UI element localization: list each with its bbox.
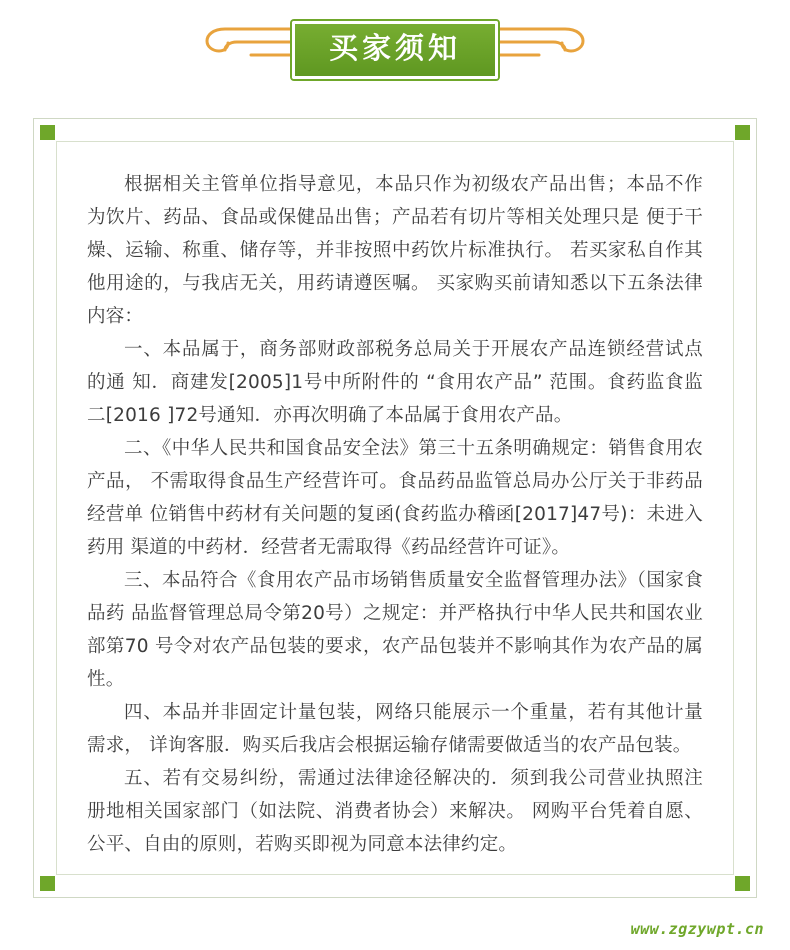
notice-frame	[33, 118, 757, 898]
notice-paragraph: 四、本品并非固定计量包装，网络只能展示一个重量，若有其他计量需求， 详询客服．购买后我店会根据运输存储需要做适当的农产品包装。	[87, 702, 703, 756]
notice-paragraph: 根据相关主管单位指导意见，本品只作为初级农产品出售；本品不作为饮片、药品、食品或保健品出售；产品若有切片等相关处理只是 便于干燥、运输、称重、储存等，并非按照中药饮片标准执行。 若买家私自作其他用途的，与我店无关，用药请遵医嘱。 买家购买前请知悉以下五条法律内容：	[87, 174, 703, 327]
notice-paragraph: 二、《中华人民共和国食品安全法》第三十五条明确规定：销售食用农产品， 不需取得食品生产经营许可。食品药品监管总局办公厅关于非药品经营单 位销售中药材有关问题的复函(食药监办稽函[2017]47号)：未进入药用 渠道的中药材．经营者无需取得《药品经营许可证》。	[87, 438, 703, 558]
corner-square-top-right	[735, 125, 750, 140]
notice-body	[56, 141, 734, 875]
page-title: 买家须知	[328, 31, 461, 66]
cloud-scroll-right-icon	[487, 22, 605, 64]
page-header	[0, 0, 790, 100]
corner-square-top-left	[40, 125, 55, 140]
corner-square-bottom-left	[40, 876, 55, 891]
page-title-plate	[292, 21, 498, 79]
corner-square-bottom-right	[735, 876, 750, 891]
site-watermark: www.zgzywpt.cn	[630, 920, 764, 938]
cloud-scroll-left-icon	[185, 22, 303, 64]
notice-paragraph: 五、若有交易纠纷，需通过法律途径解决的．须到我公司营业执照注册地相关国家部门（如法院、消费者协会）来解决。 网购平台凭着自愿、公平、自由的原则，若购买即视为同意本法律约定。	[87, 768, 703, 855]
notice-paragraph: 三、本品符合《食用农产品市场销售质量安全监督管理办法》（国家食品药 品监督管理总局令第20号）之规定：并严格执行中华人民共和国农业部第70 号令对农产品包装的要求，农产品包装并不影响其作为农产品的属性。	[87, 570, 703, 690]
notice-paragraph: 一、本品属于，商务部财政部税务总局关于开展农产品连锁经营试点的通 知．商建发[2005]1号中所附件的 “食用农产品” 范围。食药监食监二[2016 ]72号通知．亦再次明确了本品属于食用农产品。	[87, 339, 703, 426]
